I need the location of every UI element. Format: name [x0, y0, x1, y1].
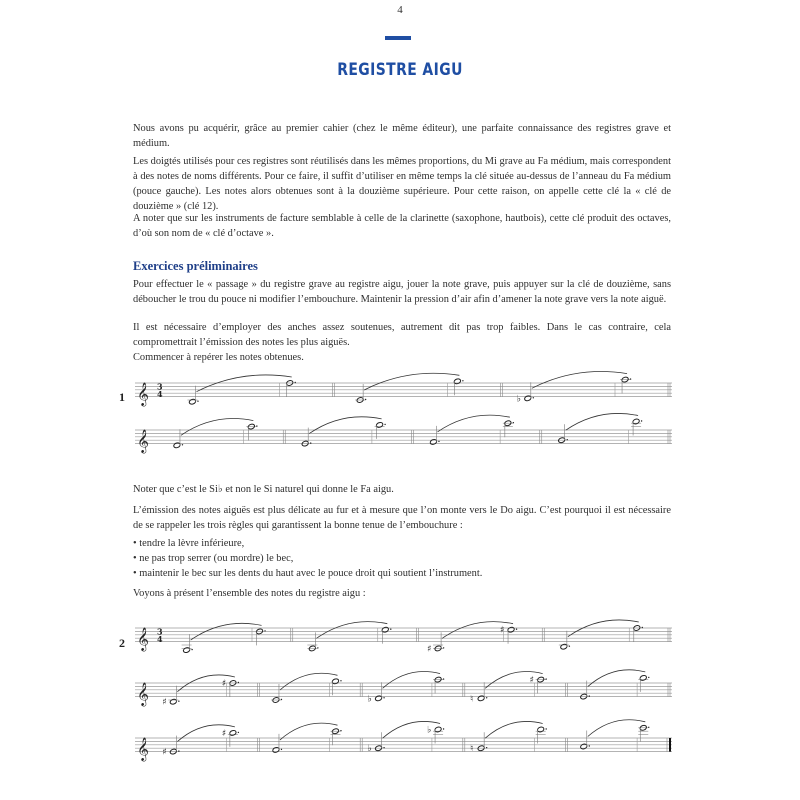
- accidental: ♯: [500, 625, 505, 636]
- note-dot: [390, 629, 391, 630]
- note-dot: [486, 747, 487, 748]
- accidental: ♯: [529, 675, 535, 686]
- note-dot: [191, 649, 192, 650]
- slur: [316, 622, 387, 639]
- note-dot: [238, 682, 239, 683]
- note-dot: [462, 380, 463, 381]
- time-signature-denominator: 4: [157, 634, 163, 645]
- slur: [280, 723, 338, 740]
- note-dot: [648, 677, 649, 678]
- accidental: ♮: [470, 694, 474, 705]
- note-dot: [256, 425, 257, 426]
- accidental: ♭: [367, 694, 372, 705]
- note-dot: [295, 382, 296, 383]
- note-dot: [310, 442, 311, 443]
- note-dot: [383, 697, 384, 698]
- note-dot: [589, 695, 590, 696]
- note-dot: [545, 728, 546, 729]
- note-dot: [340, 680, 341, 681]
- slur: [532, 372, 627, 389]
- exercise-number: 2: [119, 636, 125, 650]
- section-paragraph-5: L’émission des notes aiguës est plus délicate au fur et à mesure que l’on monte vers le Do aigu. C’est pourquoi il est nécessaire de se rappeler les trois règles qui garantissent la bonne tenue de l’embouchure :: [133, 505, 671, 531]
- rule-item: • tendre la lèvre inférieure,: [133, 536, 671, 551]
- note-dot: [642, 627, 643, 628]
- accidental: ♯: [221, 679, 227, 689]
- note-dot: [197, 401, 198, 402]
- slur: [588, 670, 646, 687]
- slur: [383, 672, 441, 689]
- note-dot: [516, 629, 517, 630]
- note-dot: [317, 647, 318, 648]
- note-dot: [264, 630, 265, 631]
- accidental: ♯: [162, 747, 167, 758]
- note-dot: [567, 439, 568, 440]
- note-dot: [486, 697, 487, 698]
- note-dot: [443, 728, 444, 729]
- exercise-number: 1: [119, 390, 125, 404]
- slur: [485, 721, 543, 738]
- rule-item: • maintenir le bec sur les dents du haut avec le pouce droit qui soutient l’instrument.: [133, 566, 671, 581]
- section-paragraph-3: Commencer à repérer les notes obtenues.: [133, 352, 304, 363]
- intro-paragraph-1: Nous avons pu acquérir, grâce au premier cahier (chez le même éditeur), une parfaite connaissance des registres grave et médium.: [133, 123, 671, 149]
- slur: [280, 673, 338, 690]
- treble-clef-icon: 𝄞: [137, 681, 149, 706]
- rule-item: • ne pas trop serrer (ou mordre) le bec,: [133, 551, 671, 566]
- time-signature-numerator: 3: [157, 626, 163, 637]
- accidental: ♯: [162, 697, 167, 708]
- section-paragraph-1: Pour effectuer le « passage » du registre grave au registre aigu, jouer la note grave, puis appuyer sur la clé de douzième, sans déboucher le trou du pouce ni modifier l’embouchure. Maintenir la pression d’air afin d’amener la note grave vers la note aiguë.: [133, 279, 671, 305]
- note-dot: [238, 732, 239, 733]
- section-paragraph-4: Noter que c’est le Si♭ et non le Si naturel qui donne le Fa aigu.: [133, 484, 394, 495]
- treble-clef-icon: 𝄞: [137, 736, 149, 761]
- note-dot: [182, 444, 183, 445]
- section-paragraph-2: Il est nécessaire d’employer des anches assez soutenues, autrement dit pas trop faibles. Dans le cas contraire, cela compromettrait l’émission des notes les plus aiguës.: [133, 322, 671, 348]
- note-dot: [443, 647, 444, 648]
- accidental: ♮: [470, 744, 474, 755]
- final-barline: [669, 738, 671, 752]
- intro-paragraph-3: A noter que sur les instruments de facture semblable à celle de la clarinette (saxophone, hautbois), cette clé produit des octaves, d’où son nom de « clé d’octave ».: [133, 213, 671, 239]
- section-heading: Exercices préliminaires: [133, 259, 258, 273]
- slur: [309, 417, 381, 434]
- note-dot: [513, 422, 514, 423]
- note-dot: [383, 747, 384, 748]
- accidental: ♭: [427, 725, 432, 736]
- time-signature-numerator: 3: [157, 381, 163, 392]
- note-dot: [589, 745, 590, 746]
- note-dot: [545, 678, 546, 679]
- treble-clef-icon: 𝄞: [137, 626, 149, 651]
- slur: [588, 720, 646, 737]
- page-number: 4: [397, 4, 403, 16]
- slur: [383, 721, 441, 738]
- note-dot: [178, 750, 179, 751]
- note-dot: [648, 727, 649, 728]
- note-dot: [443, 678, 444, 679]
- note-dot: [438, 441, 439, 442]
- note-dot: [281, 749, 282, 750]
- note-dot: [641, 420, 642, 421]
- slur: [364, 373, 459, 390]
- note-dot: [281, 699, 282, 700]
- accidental: ♯: [427, 644, 432, 655]
- note-dot: [630, 378, 631, 379]
- slur: [181, 419, 253, 436]
- accidental: ♭: [367, 744, 372, 755]
- note-dot: [569, 646, 570, 647]
- note-dot: [384, 424, 385, 425]
- slur: [177, 725, 235, 742]
- note-dot: [365, 399, 366, 400]
- section-paragraph-6: Voyons à présent l’ensemble des notes du registre aigu :: [133, 588, 366, 599]
- page-title: REGISTRE AIGU: [337, 60, 463, 80]
- note-dot: [340, 730, 341, 731]
- intro-paragraph-2: Les doigtés utilisés pour ces registres sont réutilisés dans les mêmes proportions, du Mi grave au Fa médium, mais correspondent à des notes de noms différents. Pour ce faire, il suffit d’utiliser en même temps la clé située au-dessus de l’anneau du Fa médium (pouce gauche). Les notes alors obtenues sont à la douzième supérieure. Pour cette raison, on appelle cette clé la « clé de douzième » (clé 12).: [133, 156, 671, 212]
- note-dot: [533, 397, 534, 398]
- accidental: ♯: [221, 728, 227, 739]
- treble-clef-icon: 𝄞: [137, 428, 149, 453]
- slur: [566, 413, 638, 430]
- note-dot: [178, 701, 179, 702]
- accidental: ♭: [516, 394, 522, 405]
- time-signature-denominator: 4: [157, 389, 163, 400]
- treble-clef-icon: 𝄞: [137, 381, 149, 406]
- slur: [437, 415, 509, 432]
